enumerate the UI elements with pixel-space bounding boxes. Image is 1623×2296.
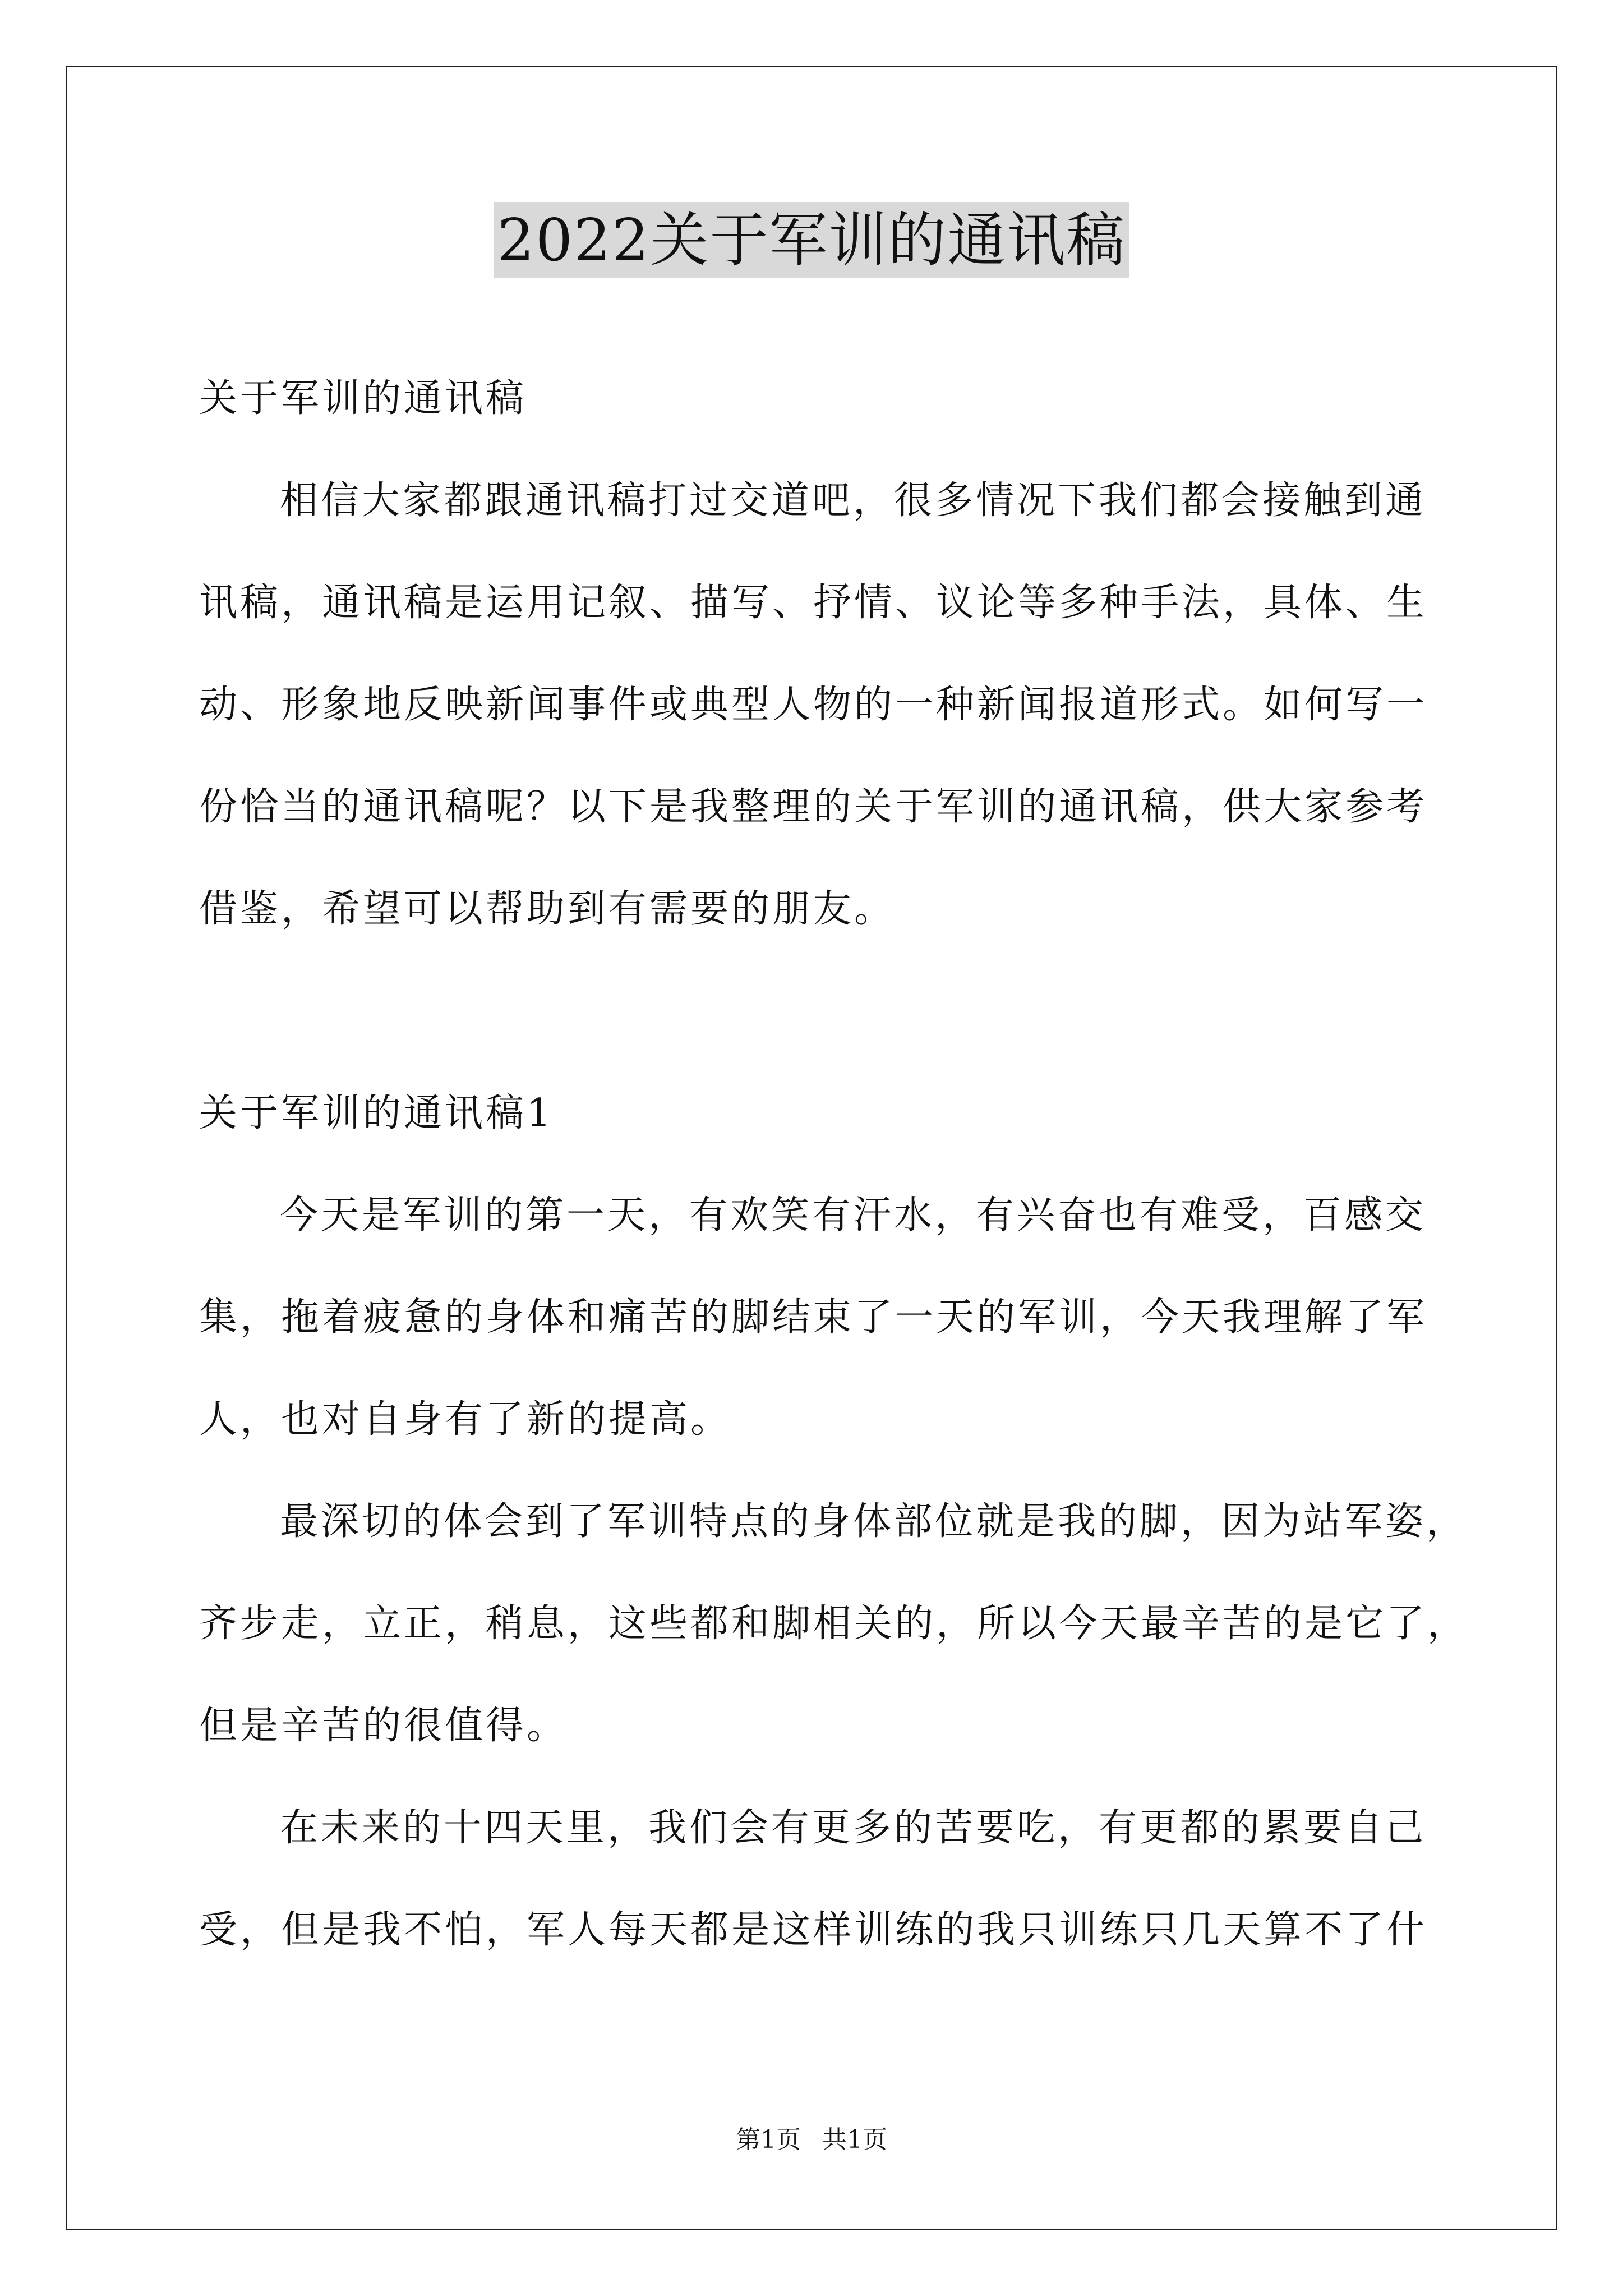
- paragraph-line: 相信大家都跟通讯稿打过交道吧，很多情况下我们都会接触到通: [280, 478, 1427, 523]
- intro-heading: 关于军训的通讯稿: [199, 376, 527, 421]
- document-title: 2022关于军训的通讯稿: [494, 202, 1129, 278]
- page-footer: [0, 2123, 1623, 2157]
- paragraph-line: 份恰当的通讯稿呢？以下是我整理的关于军训的通讯稿，供大家参考: [199, 785, 1428, 829]
- paragraph-line: 在未来的十四天里，我们会有更多的苦要吃，有更都的累要自己: [280, 1806, 1427, 1850]
- title-area: [0, 202, 1623, 278]
- paragraph-line: 动、形象地反映新闻事件或典型人物的一种新闻报道形式。如何写一: [199, 683, 1428, 727]
- paragraph-line: 但是辛苦的很值得。: [199, 1704, 568, 1748]
- page-number: 第1页: [736, 2125, 801, 2154]
- paragraph-line: 讯稿，通讯稿是运用记叙、描写、抒情、议论等多种手法，具体、生: [199, 581, 1428, 625]
- document-body: [199, 348, 1469, 1981]
- paragraph-line: 今天是军训的第一天，有欢笑有汗水，有兴奋也有难受，百感交: [280, 1193, 1427, 1237]
- page-total: 共1页: [822, 2125, 887, 2154]
- section-heading: 关于军训的通讯稿1: [199, 1091, 554, 1135]
- paragraph-line: 人，也对自身有了新的提高。: [199, 1397, 732, 1442]
- paragraph-line: 借鉴，希望可以帮助到有需要的朋友。: [199, 887, 896, 931]
- section-spacer: [199, 960, 1422, 1062]
- paragraph-line: 齐步走，立正，稍息，这些都和脚相关的，所以今天最辛苦的是它了，: [199, 1602, 1469, 1646]
- paragraph-line: 受，但是我不怕，军人每天都是这样训练的我只训练只几天算不了什: [199, 1908, 1428, 1952]
- paragraph-line: 集，拖着疲惫的身体和痛苦的脚结束了一天的军训，今天我理解了军: [199, 1295, 1428, 1340]
- paragraph-line: 最深切的体会到了军训特点的身体部位就是我的脚，因为站军姿，: [280, 1499, 1468, 1544]
